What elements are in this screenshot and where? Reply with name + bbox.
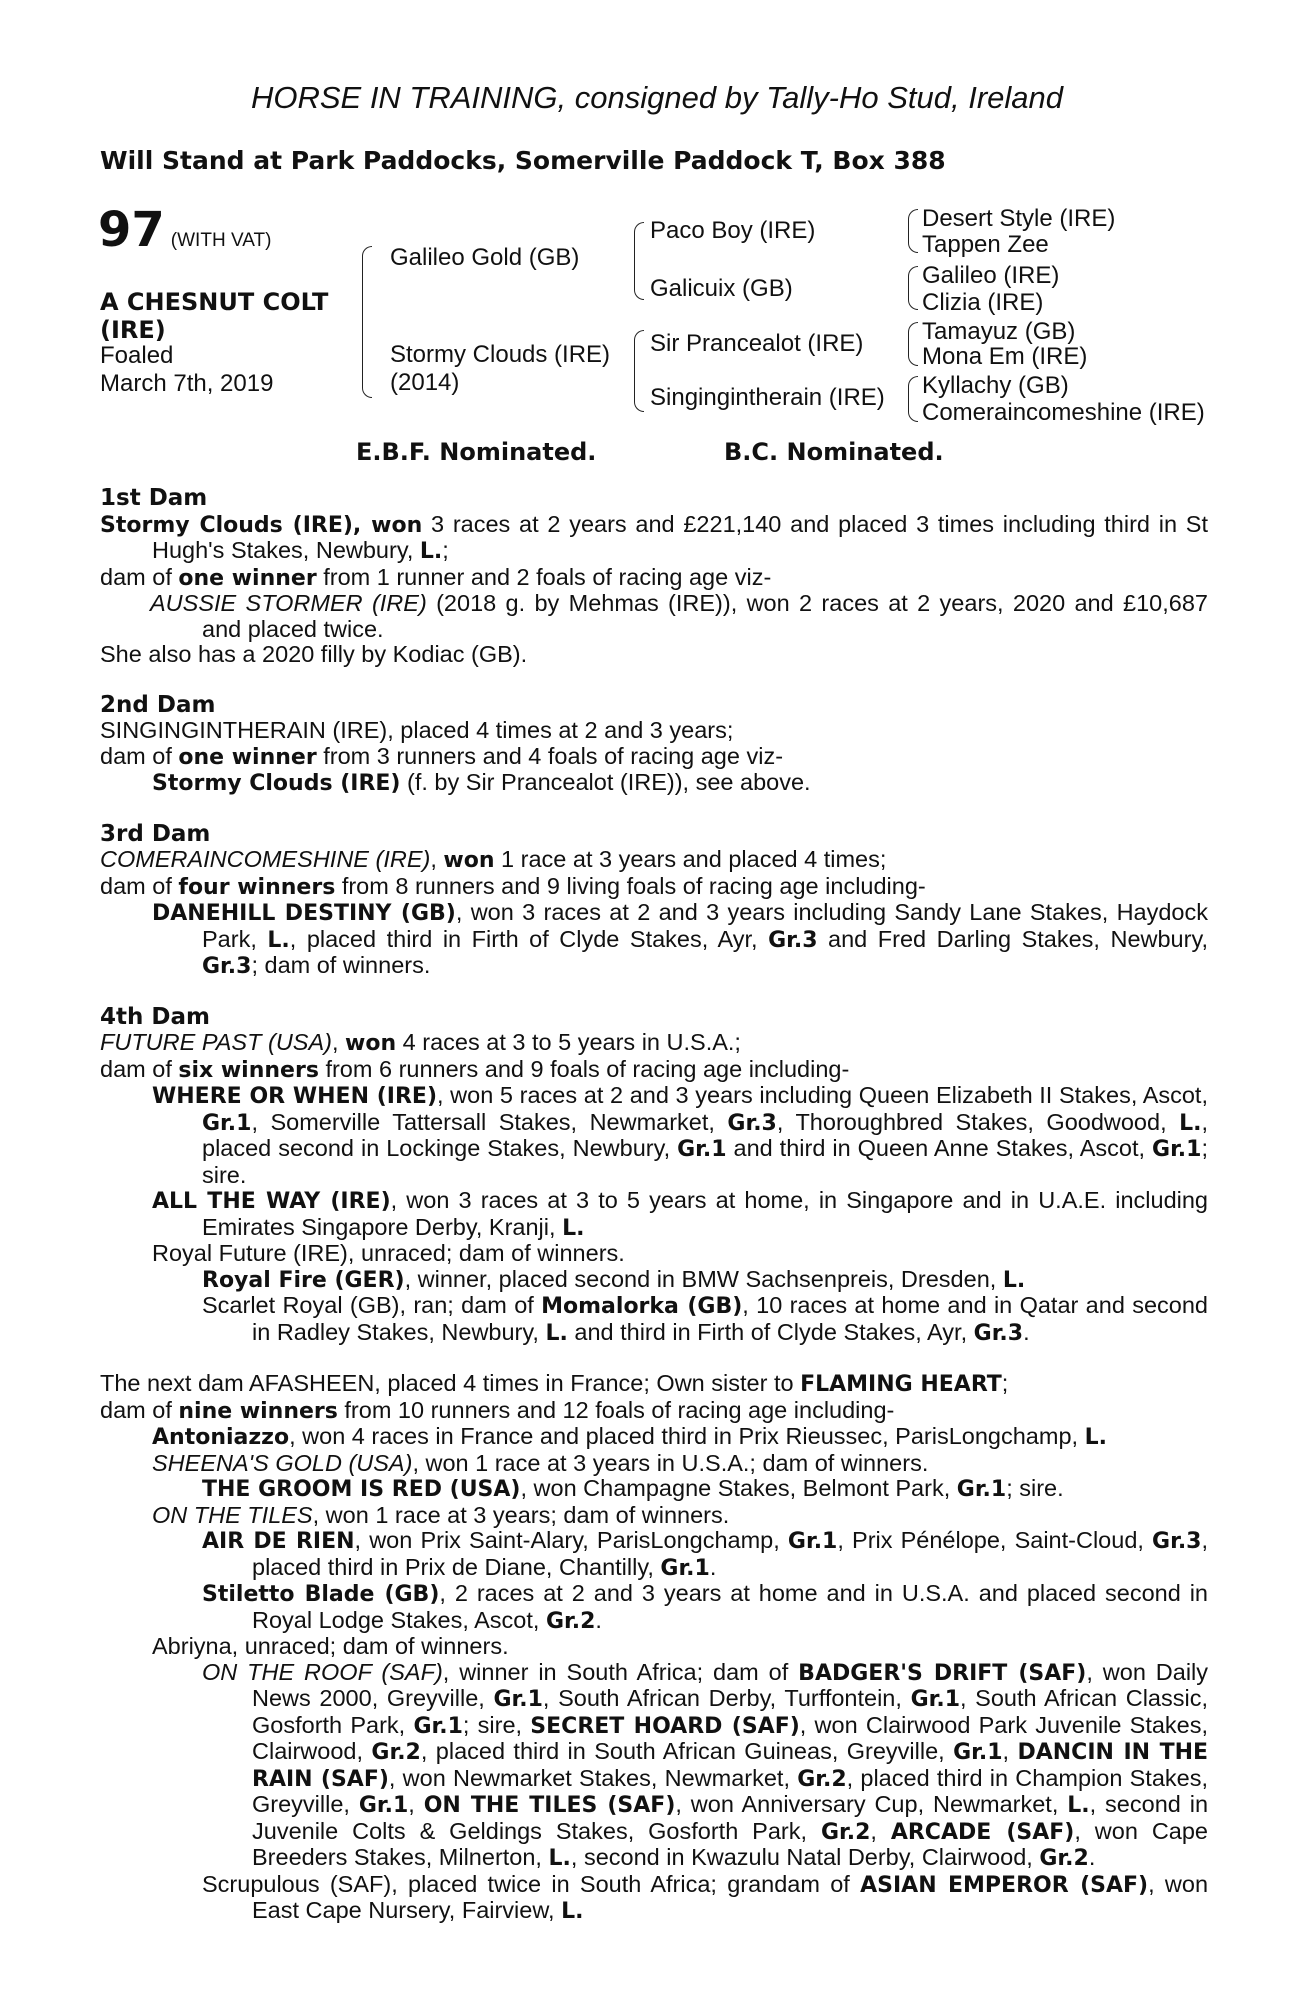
ot-gr2: Gr.2 xyxy=(820,1819,871,1845)
nd-b: ; xyxy=(1001,1370,1009,1396)
nd-a: The next dam AFASHEEN, placed 4 times in France; Own sister to xyxy=(100,1370,801,1396)
groom-gr1: Gr.1 xyxy=(956,1477,1007,1502)
dam-parents-brace xyxy=(634,330,644,412)
dam1-name: Stormy Clouds (IRE) xyxy=(100,512,353,538)
ot-a: , won Anniversary Cup, Newmarket, xyxy=(675,1791,1068,1817)
bc-nominated: B.C. Nominated. xyxy=(724,438,944,466)
air-d: . xyxy=(709,1553,717,1580)
atw-listed: L. xyxy=(562,1215,585,1241)
dh-gr3b: Gr.3 xyxy=(202,954,252,979)
horse-description xyxy=(100,288,328,344)
flaming-heart: FLAMING HEART xyxy=(800,1372,1002,1397)
sti-b: . xyxy=(595,1606,602,1633)
brace-3-2 xyxy=(908,266,918,310)
wow-e: and third in Queen Anne Stakes, Ascot, xyxy=(726,1135,1153,1161)
scrupulous-entry xyxy=(100,1872,1208,1925)
dam1-won: won xyxy=(371,512,423,538)
ant-listed: L. xyxy=(1084,1425,1107,1450)
dam1-progeny xyxy=(100,591,1208,642)
dancin-in-the-rain: DANCIN IN THE RAIN (SAF) xyxy=(252,1740,1209,1792)
dam1-produce-text: from 1 runner and 2 foals of racing age viz- xyxy=(316,563,772,590)
page-title: HORSE IN TRAINING, consigned by Tally-Ho Stud, Ireland xyxy=(250,80,1064,115)
rfire-listed: L. xyxy=(1002,1267,1026,1293)
dam4-produce xyxy=(100,1057,1208,1084)
secret-hoard: SECRET HOARD (SAF) xyxy=(530,1713,800,1739)
lot-number xyxy=(98,202,271,258)
sh-a: , won Clairwood Park Juvenile Stakes, Clairwood, xyxy=(252,1711,1209,1764)
on-the-tiles-saf: ON THE TILES (SAF) xyxy=(423,1793,676,1818)
ar-c: . xyxy=(1088,1844,1096,1870)
bd-c: , South African Classic, Gosforth Park, xyxy=(252,1685,1208,1738)
ped-ssd: Tappen Zee xyxy=(922,231,1049,258)
bd-gr1a: Gr.1 xyxy=(493,1687,543,1712)
all-the-way: ALL THE WAY (IRE) xyxy=(152,1189,391,1214)
dam4-heading: 4th Dam xyxy=(100,1003,210,1030)
ped-dds: Kyllachy (GB) xyxy=(922,372,1069,399)
dam3-text: 1 race at 3 years and placed 4 times; xyxy=(494,846,887,872)
sheena-a: , won 1 race at 3 years in U.S.A.; dam of winners. xyxy=(412,1449,929,1476)
foaled-date: March 7th, 2019 xyxy=(100,370,274,397)
danehill-destiny: DANEHILL DESTINY (GB) xyxy=(152,901,456,926)
air-gr3: Gr.3 xyxy=(1152,1529,1202,1554)
ar-a: , won Cape Breeders Stakes, Milnerton, xyxy=(252,1817,1208,1870)
ped-dam-dam: Singingintherain (IRE) xyxy=(650,384,885,411)
arcade: ARCADE (SAF) xyxy=(890,1819,1075,1845)
sheenas-gold-entry xyxy=(100,1451,1208,1477)
dam2-produce xyxy=(100,744,1208,771)
wow-d: , placed second in Lockinge Stakes, Newbury, xyxy=(202,1108,1209,1161)
dr-gr2: Gr.2 xyxy=(797,1766,847,1792)
dh-d: ; dam of winners. xyxy=(251,952,431,978)
vat-note: (WITH VAT) xyxy=(170,230,272,251)
dh-a: , won 3 races at 2 and 3 years including Sandy Lane Stakes, Haydock Park, xyxy=(202,899,1208,952)
ebf-nominated: E.B.F. Nominated. xyxy=(356,438,597,466)
mom-a: , 10 races at home and in Qatar and second in Radley Stakes, Newbury, xyxy=(252,1292,1208,1345)
dam2-produce-text: from 3 runners and 4 foals of racing age viz- xyxy=(316,742,784,769)
dam1-filly: She also has a 2020 filly by Kodiac (GB). xyxy=(100,641,528,667)
stiletto-blade: Stiletto Blade (GB) xyxy=(202,1582,440,1607)
dam4-winners: six winners xyxy=(178,1057,319,1083)
dr-c: , xyxy=(408,1791,424,1817)
horse-line-1: A CHESNUT COLT xyxy=(100,288,329,316)
nd-damof: dam of xyxy=(100,1396,179,1423)
stand-location: Will Stand at Park Paddocks, Somerville Paddock T, Box 388 xyxy=(100,146,946,175)
ped-sds: Galileo (IRE) xyxy=(922,262,1060,289)
where-or-when: WHERE OR WHEN (IRE) xyxy=(152,1084,438,1109)
dam1-listed: L. xyxy=(419,539,443,564)
ped-sire-sire: Paco Boy (IRE) xyxy=(650,217,816,244)
scarlet-a: Scarlet Royal (GB), ran; dam of xyxy=(202,1292,542,1318)
foaled-info xyxy=(100,342,273,398)
atw-a: , won 3 races at 3 to 5 years at home, in Singapore and in U.A.E. including Emirates Singapore Derby, Kranji, xyxy=(202,1187,1208,1240)
asian-a: , won East Cape Nursery, Fairview, xyxy=(252,1870,1209,1923)
dam4-produce-text: from 6 runners and 9 foals of racing age including- xyxy=(318,1055,850,1082)
stormy-clouds: Stormy Clouds (IRE) xyxy=(152,771,401,796)
royal-fire: Royal Fire (GER) xyxy=(202,1267,405,1293)
ped-sire: Galileo Gold (GB) xyxy=(390,244,580,271)
sti-a: , 2 races at 2 and 3 years at home and in U.S.A. and placed second in Royal Lodge Stakes, Ascot, xyxy=(252,1580,1208,1633)
royal-future-entry: Royal Future (IRE), unraced; dam of winners. xyxy=(152,1240,625,1266)
wow-f: ; sire. xyxy=(202,1135,1208,1188)
dam2-record: SINGINGINTHERAIN (IRE), placed 4 times at 2 and 3 years; xyxy=(100,717,734,743)
dam3-name: COMERAINCOMESHINE (IRE) xyxy=(100,846,431,872)
groom-entry xyxy=(100,1476,1208,1503)
bd-a: , won Daily News 2000, Greyville, xyxy=(252,1658,1209,1711)
danehill-destiny-entry xyxy=(100,900,1208,980)
bd-gr1b: Gr.1 xyxy=(910,1687,960,1712)
on-the-roof: ON THE ROOF (SAF) xyxy=(202,1658,443,1685)
sti-gr2: Gr.2 xyxy=(545,1608,596,1634)
dam2-progeny xyxy=(100,770,1208,797)
dam2-winners: one winner xyxy=(178,744,317,770)
ot-listed: L. xyxy=(1067,1793,1090,1818)
dr-a: , won Newmarket Stakes, Newmarket, xyxy=(388,1764,798,1791)
air-a: , won Prix Saint-Alary, ParisLongchamp, xyxy=(354,1527,788,1553)
wow-c: , Thoroughbred Stakes, Goodwood, xyxy=(776,1108,1180,1135)
catalogue-notes xyxy=(100,486,1208,1925)
wow-a: , won 5 races at 2 and 3 years including Queen Elizabeth II Stakes, Ascot, xyxy=(437,1082,1208,1108)
wow-gr1a: Gr.1 xyxy=(202,1110,252,1136)
nd-c: from 10 runners and 12 foals of racing age including- xyxy=(337,1396,895,1423)
dr-gr1: Gr.1 xyxy=(358,1793,409,1818)
ar-b: , second in Kwazulu Natal Derby, Clairwood, xyxy=(570,1844,1040,1870)
ped-dss: Tamayuz (GB) xyxy=(922,318,1076,345)
air-gr1b: Gr.1 xyxy=(660,1555,710,1581)
dam3-produce-text: from 8 runners and 9 living foals of racing age including- xyxy=(335,872,926,899)
ped-sire-dam: Galicuix (GB) xyxy=(650,275,793,302)
next-dam-produce xyxy=(100,1398,1208,1425)
ot-c: , xyxy=(870,1817,891,1844)
brace-3-4 xyxy=(908,376,918,422)
dam4-won: won xyxy=(345,1031,397,1056)
dam1-winners: one winner xyxy=(178,565,317,591)
horse-line-2: (IRE) xyxy=(100,316,166,344)
ped-dam-year: (2014) xyxy=(390,369,460,396)
dam3-won: won xyxy=(443,848,495,873)
dam1-text: 3 races at 2 years and £221,140 and placed 3 times including third in St Hugh's Stakes, Newbury, xyxy=(152,510,1208,563)
ped-dsd: Mona Em (IRE) xyxy=(922,343,1088,370)
abriyna-entry: Abriyna, unraced; dam of winners. xyxy=(152,1633,509,1659)
dam4-damof: dam of xyxy=(100,1055,179,1082)
roof-a: , winner in South Africa; dam of xyxy=(442,1658,799,1685)
wow-gr1b: Gr.1 xyxy=(677,1137,727,1162)
where-or-when-entry xyxy=(100,1083,1208,1188)
lot-number-value: 97 xyxy=(98,202,165,258)
air-c: , placed third in Prix de Diane, Chantilly, xyxy=(252,1527,1209,1580)
dam1-damof: dam of xyxy=(100,563,179,590)
dam1-record: Stormy Clouds (IRE), won 3 races at 2 years and £221,140 and placed 3 times including third in St Hugh's Stakes, Newbury, L.; xyxy=(100,510,1208,564)
sh-b: , placed third in South African Guineas, Greyville, xyxy=(420,1738,954,1764)
groom-a: , won Champagne Stakes, Belmont Park, xyxy=(520,1475,957,1501)
ped-sdd: Clizia (IRE) xyxy=(922,289,1044,316)
ped-dam-sire: Sir Prancealot (IRE) xyxy=(650,330,864,357)
wow-gr3: Gr.3 xyxy=(727,1110,777,1136)
sire-parents-brace xyxy=(634,222,644,300)
stormy-clouds-text: (f. by Sir Prancealot (IRE)), see above. xyxy=(400,769,811,795)
dam3-winners: four winners xyxy=(178,874,336,900)
dam2-heading: 2nd Dam xyxy=(100,691,216,718)
momalorka: Momalorka (GB) xyxy=(541,1294,743,1319)
mom-listed: L. xyxy=(545,1320,568,1346)
dam4-name: FUTURE PAST (USA) xyxy=(100,1029,332,1055)
sh-gr1: Gr.1 xyxy=(953,1740,1003,1765)
on-the-tiles: ON THE TILES xyxy=(152,1501,313,1528)
wow-gr1c: Gr.1 xyxy=(1152,1137,1202,1162)
ped-dam: Stormy Clouds (IRE) xyxy=(390,341,611,368)
sire-dam-brace xyxy=(362,246,372,398)
groom-b: ; sire. xyxy=(1006,1475,1064,1501)
brace-3-3 xyxy=(908,322,918,366)
dam1-heading: 1st Dam xyxy=(100,485,208,511)
next-dam-record xyxy=(100,1371,1208,1398)
air-de-rien: AIR DE RIEN xyxy=(202,1529,355,1554)
brace-3-1 xyxy=(908,209,918,253)
aussie-stormer: AUSSIE STORMER (IRE) xyxy=(150,590,427,616)
dam2-damof: dam of xyxy=(100,742,179,769)
air-de-rien-entry xyxy=(100,1528,1208,1581)
dh-listed: L. xyxy=(267,927,290,953)
air-gr1a: Gr.1 xyxy=(787,1529,838,1554)
badgers-drift: BADGER'S DRIFT (SAF) xyxy=(798,1660,1087,1686)
dh-c: and Fred Darling Stakes, Newbury, xyxy=(817,925,1208,952)
air-b: , Prix Pénélope, Saint-Cloud, xyxy=(837,1527,1153,1553)
ant-a: , won 4 races in France and placed third in Prix Rieussec, ParisLongchamp, xyxy=(289,1423,1085,1449)
nd-winners: nine winners xyxy=(178,1398,338,1424)
aussie-stormer-text: (2018 g. by Mehmas (IRE)), won 2 races at 2 years, 2020 and £10,687 and placed twice. xyxy=(202,590,1208,642)
dr-b: , placed third in Champion Stakes, Greyville, xyxy=(252,1764,1208,1817)
dam1-semicolon: ; xyxy=(442,537,449,563)
antoniazzo: Antoniazzo xyxy=(152,1425,290,1450)
mom-gr3: Gr.3 xyxy=(973,1320,1024,1346)
dam3-record: COMERAINCOMESHINE (IRE), won 1 race at 3 years and placed 4 times; xyxy=(100,846,887,873)
dam1-produce xyxy=(100,565,1208,592)
ot-b: , second in Juvenile Colts & Geldings Stakes, Gosforth Park, xyxy=(252,1791,1209,1844)
dh-gr3a: Gr.3 xyxy=(768,927,818,953)
bd-d: ; sire, xyxy=(462,1711,531,1738)
tiles-a: , won 1 race at 3 years; dam of winners. xyxy=(312,1501,730,1528)
wow-listed: L. xyxy=(1179,1110,1202,1136)
foaled-label: Foaled xyxy=(100,342,174,369)
asian-emperor: ASIAN EMPEROR (SAF) xyxy=(860,1872,1149,1898)
royal-fire-entry xyxy=(100,1267,1208,1294)
dam4-record: FUTURE PAST (USA), won 4 races at 3 to 5 years in U.S.A.; xyxy=(100,1029,741,1056)
ped-sss: Desert Style (IRE) xyxy=(922,205,1116,232)
dam3-heading: 3rd Dam xyxy=(100,820,211,847)
the-groom-is-red: THE GROOM IS RED (USA) xyxy=(202,1477,521,1502)
scrup-a: Scrupulous (SAF), placed twice in South Africa; grandam of xyxy=(202,1870,861,1897)
on-the-roof-entry xyxy=(100,1660,1208,1872)
ar-gr2: Gr.2 xyxy=(1039,1846,1089,1871)
bd-b: , South African Derby, Turffontein, xyxy=(542,1685,911,1711)
ar-listed: L. xyxy=(548,1846,571,1871)
wow-b: , Somerville Tattersall Stakes, Newmarket, xyxy=(251,1108,728,1135)
sh-c: , xyxy=(1002,1738,1018,1764)
dam3-damof: dam of xyxy=(100,872,179,899)
asian-listed: L. xyxy=(561,1899,584,1924)
dam4-text: 4 races at 3 to 5 years in U.S.A.; xyxy=(396,1029,741,1055)
mom-b: and third in Firth of Clyde Stakes, Ayr, xyxy=(567,1318,974,1345)
antoniazzo-entry xyxy=(100,1424,1208,1451)
scarlet-royal-entry xyxy=(100,1293,1208,1346)
dh-b: , placed third in Firth of Clyde Stakes, Ayr, xyxy=(289,925,769,952)
sh-gr2: Gr.2 xyxy=(371,1740,421,1765)
stiletto-blade-entry xyxy=(100,1581,1208,1634)
mom-c: . xyxy=(1023,1318,1030,1345)
rfire-a: , winner, placed second in BMW Sachsenpreis, Dresden, xyxy=(404,1265,1003,1292)
bd-gr1c: Gr.1 xyxy=(413,1713,463,1739)
on-the-tiles-entry xyxy=(100,1503,1208,1529)
ped-ddd: Comeraincomeshine (IRE) xyxy=(922,399,1205,426)
sheenas-gold: SHEENA'S GOLD (USA) xyxy=(152,1449,413,1476)
all-the-way-entry xyxy=(100,1188,1208,1241)
dam3-produce xyxy=(100,874,1208,901)
